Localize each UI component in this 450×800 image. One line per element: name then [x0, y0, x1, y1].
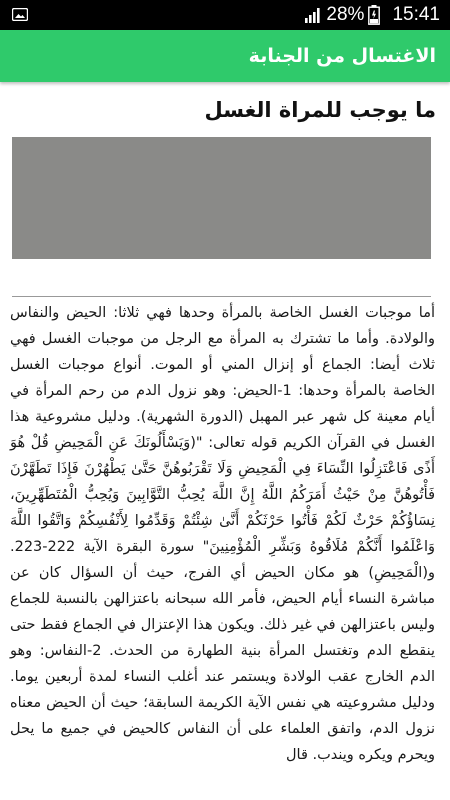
article-heading: ما يوجب للمراة الغسل: [204, 98, 436, 122]
battery-icon: [368, 5, 380, 25]
divider: [12, 296, 431, 297]
app-title: الاغتسال من الجنابة: [248, 45, 436, 67]
clock: 15:41: [392, 4, 440, 25]
article-image: [12, 137, 431, 259]
signal-icon: [304, 6, 322, 24]
status-indicators: [304, 0, 440, 30]
article-content[interactable]: [0, 82, 450, 800]
status-bar: [0, 0, 450, 30]
image-icon: [12, 8, 28, 21]
app-bar: [0, 30, 450, 82]
article-body: أما موجبات الغسل الخاصة بالمرأة وحدها فهي ثلاثا: الحيض والنفاس والولادة. وأما ما تشترك به المرأة مع الرجل من موجبات الغسل فهي ثلاث أيضا: الجماع أو إنزال المني أو الموت. أنواع موجبات الغسل الخاصة بالمرأة وحدها: 1-الحيض: وهو نزول الدم من رحم المرأة في أيام معينة كل شهر عبر المهبل (الدورة الشهرية). ودليل مشروعية هذا الغسل في القرآن الكريم قوله تعالى: "(وَيَسْأَلُونَكَ عَنِ الْمَحِيضِ قُلْ هُوَ أَذًى فَاعْتَزِلُوا النِّسَاءَ فِي الْمَحِيضِ وَلَا تَقْرَبُوهُنَّ حَتَّىٰ يَطْهُرْنَ فَإِذَا تَطَهَّرْنَ فَأْتُوهُنَّ مِنْ حَيْثُ أَمَرَكُمُ اللَّهُ إِنَّ اللَّهَ يُحِبُّ التَّوَّابِينَ وَيُحِبُّ الْمُتَطَهِّرِينَ، نِسَاؤُكُمْ حَرْثٌ لَكُمْ فَأْتُوا حَرْثَكُمْ أَنَّىٰ شِئْتُمْ وَقَدِّمُوا لِأَنْفُسِكُمْ وَاتَّقُوا اللَّهَ وَاعْلَمُوا أَنَّكُمْ مُلَاقُوهُ وَبَشِّرِ الْمُؤْمِنِينَ" سورة البقرة الآية 222-223. و(الْمَحِيضِ) هو مكان الحيض أي الفرج، حيث أن السؤال كان عن مباشرة النساء أيام الحيض، فأمر الله سبحانه باعتزالهن بالنسبة للجماع وليس باعتزالهن في غير ذلك. ويكون هذا الإعتزال في الجماع فقط حتى ينقطع الدم وتغتسل المرأة بنية الطهارة من الحدث. 2-النفاس: وهو الدم الخارج عقب الولادة ويستمر عند أغلب النساء لمدة أربعين يوما. ودليل مشروعيته هي نفس الآية الكريمة السابقة؛ حيث أن الحيض معناه نزول الدم، واتفق العلماء على أن النفاس كالحيض في جميع ما يحل ويحرم ويكره ويندب. قال: [10, 305, 436, 763]
battery-percent: 28%: [326, 4, 365, 25]
